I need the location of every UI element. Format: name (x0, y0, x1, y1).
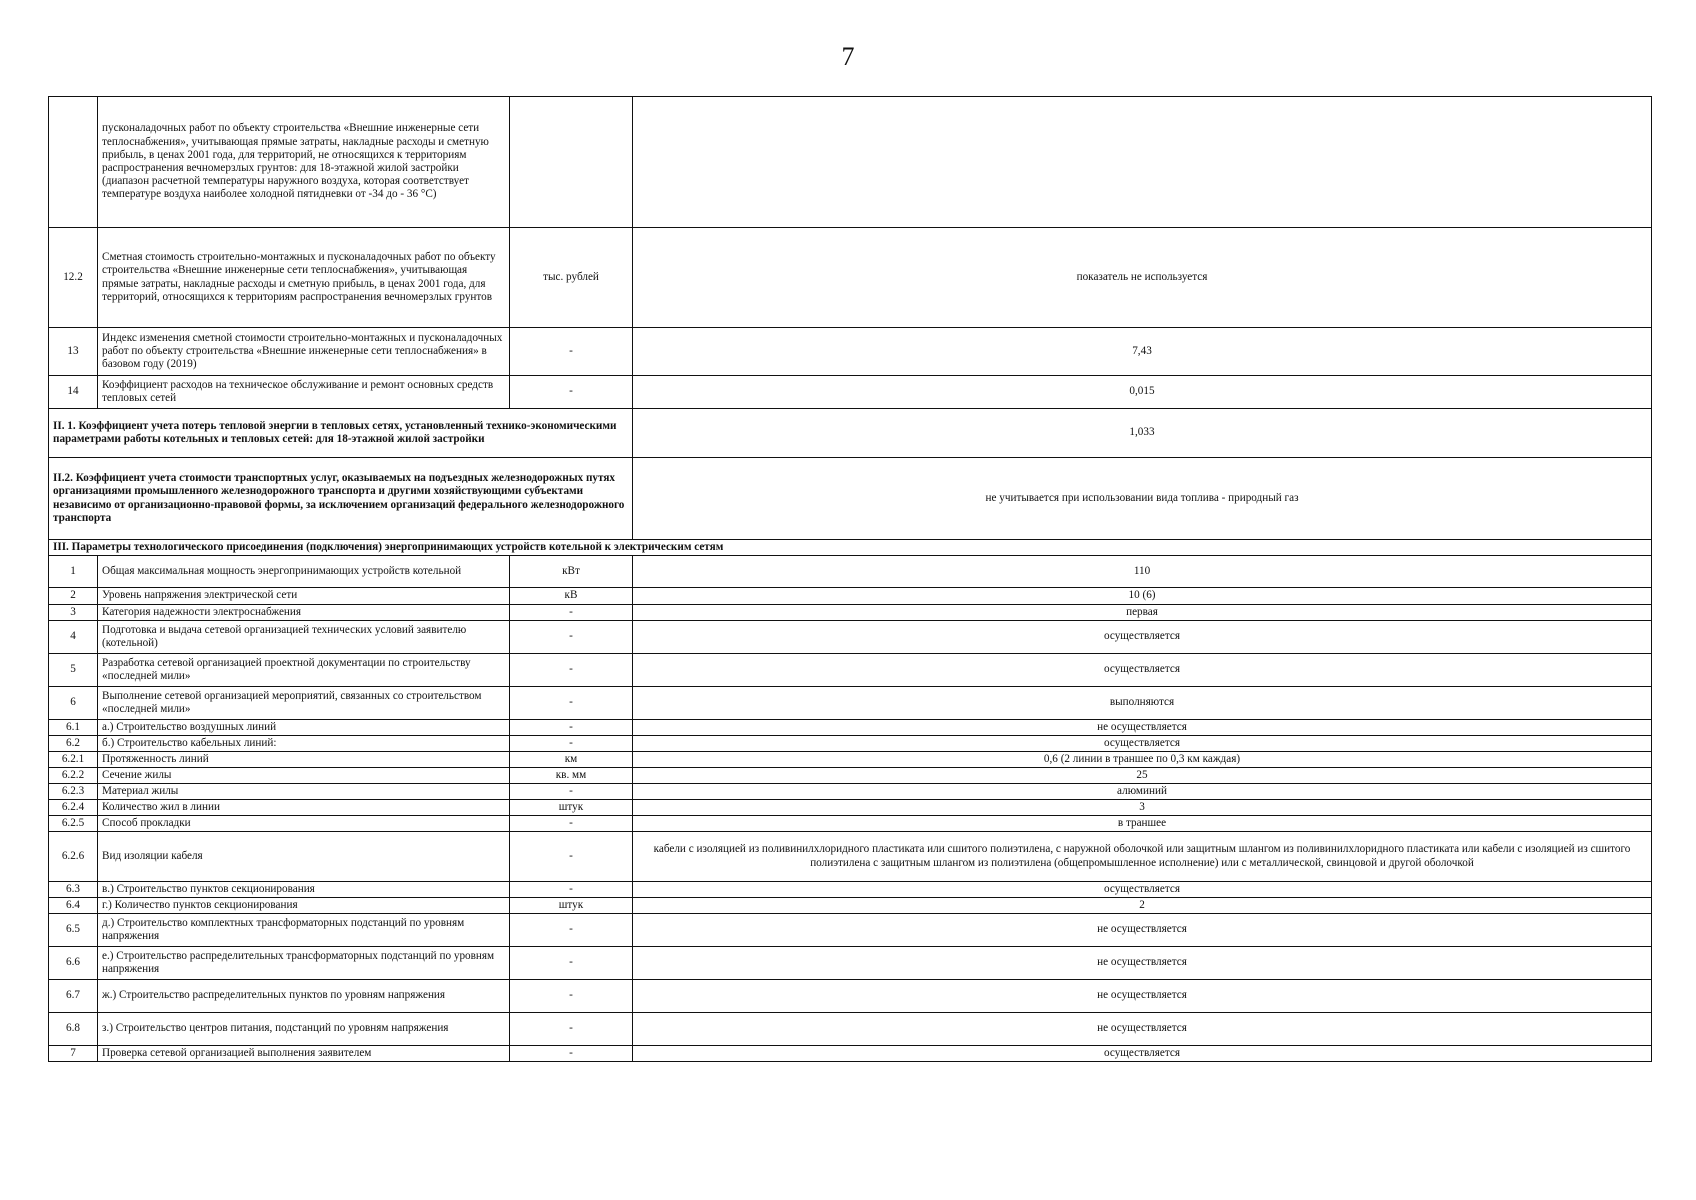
row-value: осуществляется (633, 621, 1652, 654)
page-number: 7 (841, 42, 855, 71)
row-value: осуществляется (633, 882, 1652, 898)
table-row (49, 1013, 1652, 1046)
table-row (49, 556, 1652, 588)
row-unit: штук (510, 898, 633, 914)
section-value: не учитывается при использовании вида топлива - природный газ (633, 458, 1652, 540)
row-unit: - (510, 980, 633, 1013)
table-row (49, 800, 1652, 816)
table-row (49, 914, 1652, 947)
row-name: ж.) Строительство распределительных пунктов по уровням напряжения (98, 980, 510, 1013)
row-number: 6.2.2 (49, 768, 98, 784)
row-name: Подготовка и выдача сетевой организацией технических условий заявителю (котельной) (98, 621, 510, 654)
table-row (49, 621, 1652, 654)
row-name: Категория надежности электроснабжения (98, 605, 510, 621)
row-number: 6 (49, 687, 98, 720)
row-value: осуществляется (633, 654, 1652, 687)
row-number: 6.2.5 (49, 816, 98, 832)
row-unit: штук (510, 800, 633, 816)
table-row (49, 720, 1652, 736)
row-value: не осуществляется (633, 720, 1652, 736)
row-unit: - (510, 914, 633, 947)
section-title: II.2. Коэффициент учета стоимости транспортных услуг, оказываемых на подъездных железнодорожных путях организациями промышленного железнодорожного транспорта и другими хозяйствующими субъектами независимо от организационно-правовой формы, за исключением организаций федерального железнодорожного транспорта (49, 458, 633, 540)
row-name: Коэффициент расходов на техническое обслуживание и ремонт основных средств тепловых сетей (98, 376, 510, 409)
row-name: г.) Количество пунктов секционирования (98, 898, 510, 914)
row-unit: кв. мм (510, 768, 633, 784)
row-unit: кВ (510, 588, 633, 605)
row-unit: тыс. рублей (510, 228, 633, 328)
table-row (49, 784, 1652, 800)
row-value: выполняются (633, 687, 1652, 720)
row-unit: - (510, 736, 633, 752)
row-name: пусконаладочных работ по объекту строительства «Внешние инженерные сети теплоснабжения», учитывающая прямые затраты, накладные расходы и сметную прибыль, в ценах 2001 года, для территорий, не относящихся к территориям распространения вечномерзлых грунтов: для 18-этажной жилой застройки (диапазон расчетной температуры наружного воздуха, которая соответствует температуре воздуха наиболее холодной пятидневки от -34 до - 36 °С) (98, 97, 510, 228)
row-name: Вид изоляции кабеля (98, 832, 510, 882)
row-number: 6.7 (49, 980, 98, 1013)
row-name: в.) Строительство пунктов секционирования (98, 882, 510, 898)
table-row (49, 832, 1652, 882)
row-unit: - (510, 605, 633, 621)
row-number: 6.4 (49, 898, 98, 914)
row-number: 6.2.1 (49, 752, 98, 768)
row-number: 6.5 (49, 914, 98, 947)
row-number: 3 (49, 605, 98, 621)
row-number: 2 (49, 588, 98, 605)
row-unit: кВт (510, 556, 633, 588)
table-row (49, 687, 1652, 720)
section-3-title: III. Параметры технологического присоединения (подключения) энергопринимающих устройств котельной к электрическим сетям (49, 540, 1652, 556)
row-name: Сметная стоимость строительно-монтажных и пусконаладочных работ по объекту строительства «Внешние инженерные сети теплоснабжения», учитывающая прямые затраты, накладные расходы и сметную прибыль, в ценах 2001 года, для территорий, относящихся к территориям распространения вечномерзлых грунтов (98, 228, 510, 328)
row-number: 7 (49, 1046, 98, 1062)
section-title: II. 1. Коэффициент учета потерь тепловой энергии в тепловых сетях, установленный технико-экономическими параметрами работы котельных и тепловых сетей: для 18-этажной жилой застройки (49, 409, 633, 458)
row-value: алюминий (633, 784, 1652, 800)
row-number: 6.8 (49, 1013, 98, 1046)
row-name: Индекс изменения сметной стоимости строительно-монтажных и пусконаладочных работ по объекту строительства «Внешние инженерные сети теплоснабжения» в базовом году (2019) (98, 328, 510, 376)
row-number: 6.1 (49, 720, 98, 736)
row-number: 6.6 (49, 947, 98, 980)
row-value: первая (633, 605, 1652, 621)
row-value: не осуществляется (633, 1013, 1652, 1046)
row-number: 6.2.3 (49, 784, 98, 800)
table-row (49, 947, 1652, 980)
section-header-row (49, 540, 1652, 556)
row-number: 4 (49, 621, 98, 654)
table-row (49, 605, 1652, 621)
row-name: д.) Строительство комплектных трансформаторных подстанций по уровням напряжения (98, 914, 510, 947)
row-name: Материал жилы (98, 784, 510, 800)
row-value: кабели с изоляцией из поливинилхлоридного пластиката или сшитого полиэтилена, с наружной оболочкой или защитным шлангом из поливинилхлоридного пластиката или кабели с изоляцией из сшитого полиэтилена с защитным шлангом из полиэтилена (общепромышленное исполнение) или с металлической, свинцовой и другой оболочкой (633, 832, 1652, 882)
row-name: Общая максимальная мощность энергопринимающих устройств котельной (98, 556, 510, 588)
row-number: 12.2 (49, 228, 98, 328)
table-row (49, 588, 1652, 605)
row-name: Сечение жилы (98, 768, 510, 784)
parameters-table (48, 96, 1652, 1062)
row-unit: - (510, 784, 633, 800)
row-number: 5 (49, 654, 98, 687)
row-number (49, 97, 98, 228)
section-row (49, 458, 1652, 540)
row-number: 13 (49, 328, 98, 376)
row-name: е.) Строительство распределительных трансформаторных подстанций по уровням напряжения (98, 947, 510, 980)
table-row (49, 228, 1652, 328)
row-value: показатель не используется (633, 228, 1652, 328)
table-row (49, 376, 1652, 409)
row-value: 7,43 (633, 328, 1652, 376)
row-unit: - (510, 832, 633, 882)
section-row (49, 409, 1652, 458)
row-value: не осуществляется (633, 980, 1652, 1013)
row-number: 6.3 (49, 882, 98, 898)
row-unit: км (510, 752, 633, 768)
row-unit: - (510, 1013, 633, 1046)
row-value: 0,015 (633, 376, 1652, 409)
row-value: 0,6 (2 линии в траншее по 0,3 км каждая) (633, 752, 1652, 768)
row-name: Протяженность линий (98, 752, 510, 768)
row-number: 14 (49, 376, 98, 409)
row-unit: - (510, 947, 633, 980)
table-row (49, 97, 1652, 228)
row-value: 2 (633, 898, 1652, 914)
table-row (49, 654, 1652, 687)
row-value: 25 (633, 768, 1652, 784)
row-number: 6.2.4 (49, 800, 98, 816)
row-value: 110 (633, 556, 1652, 588)
table-row (49, 980, 1652, 1013)
row-unit (510, 97, 633, 228)
row-name: б.) Строительство кабельных линий: (98, 736, 510, 752)
table-row (49, 898, 1652, 914)
table-row (49, 816, 1652, 832)
row-number: 6.2 (49, 736, 98, 752)
row-value: не осуществляется (633, 947, 1652, 980)
row-value: не осуществляется (633, 914, 1652, 947)
row-name: Проверка сетевой организацией выполнения заявителем (98, 1046, 510, 1062)
table-row (49, 768, 1652, 784)
row-name: Способ прокладки (98, 816, 510, 832)
table-row (49, 1046, 1652, 1062)
row-value: осуществляется (633, 736, 1652, 752)
row-unit: - (510, 816, 633, 832)
row-name: з.) Строительство центров питания, подстанций по уровням напряжения (98, 1013, 510, 1046)
row-number: 6.2.6 (49, 832, 98, 882)
row-name: Количество жил в линии (98, 800, 510, 816)
row-number: 1 (49, 556, 98, 588)
row-value: 10 (6) (633, 588, 1652, 605)
row-unit: - (510, 1046, 633, 1062)
row-unit: - (510, 328, 633, 376)
row-name: Выполнение сетевой организацией мероприятий, связанных со строительством «последней мили» (98, 687, 510, 720)
row-value: осуществляется (633, 1046, 1652, 1062)
table-row (49, 882, 1652, 898)
row-value: 3 (633, 800, 1652, 816)
row-unit: - (510, 376, 633, 409)
row-unit: - (510, 621, 633, 654)
table-row (49, 736, 1652, 752)
table-row (49, 328, 1652, 376)
row-name: Разработка сетевой организацией проектной документации по строительству «последней мили» (98, 654, 510, 687)
row-name: Уровень напряжения электрической сети (98, 588, 510, 605)
section-value: 1,033 (633, 409, 1652, 458)
row-value: в траншее (633, 816, 1652, 832)
row-unit: - (510, 720, 633, 736)
row-value (633, 97, 1652, 228)
row-unit: - (510, 654, 633, 687)
row-unit: - (510, 882, 633, 898)
table-row (49, 752, 1652, 768)
parameters-table-body (49, 97, 1652, 1062)
row-name: а.) Строительство воздушных линий (98, 720, 510, 736)
row-unit: - (510, 687, 633, 720)
